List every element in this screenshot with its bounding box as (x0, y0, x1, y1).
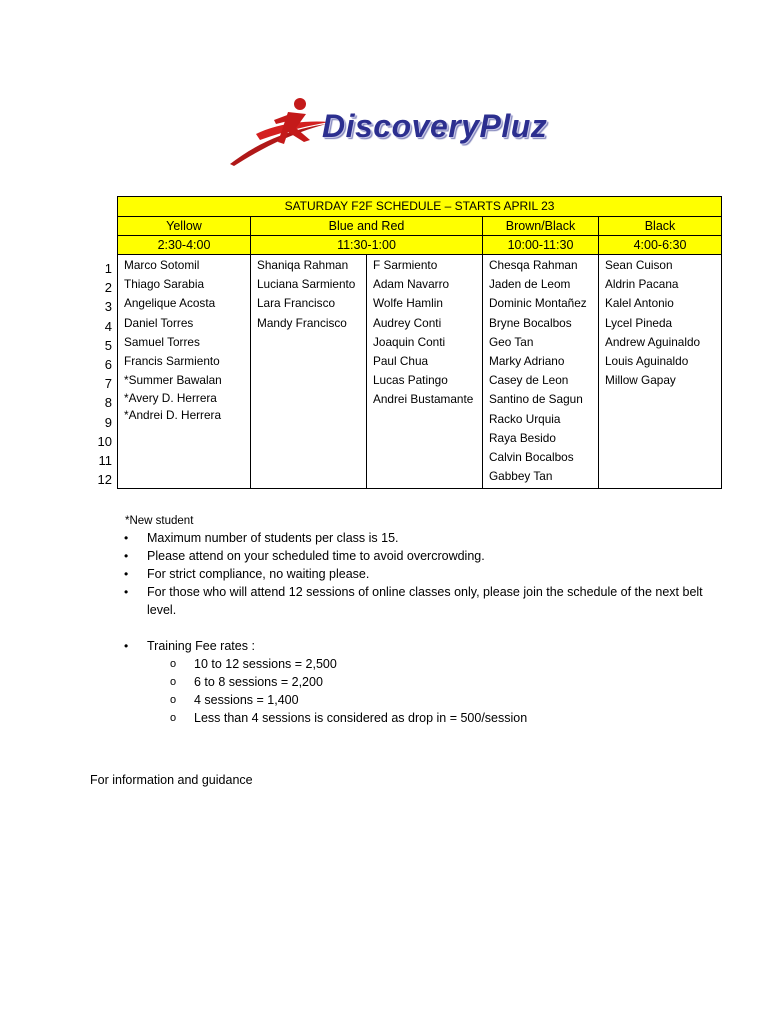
student-name: Lycel Pineda (605, 315, 673, 330)
student-name: Luciana Sarmiento (257, 277, 356, 292)
student-name: Audrey Conti (373, 315, 442, 330)
rule-text: Maximum number of students per class is 15. (147, 531, 399, 545)
student-name: Bryne Bocalbos (489, 315, 572, 330)
student-name: Adam Navarro (373, 277, 450, 292)
rules-list (124, 529, 724, 619)
bullet-icon: • (124, 531, 129, 545)
black-student-list (599, 255, 722, 489)
row-number: 2 (104, 280, 112, 296)
student-name: Shaniqa Rahman (257, 258, 349, 272)
student-name: Aldrin Pacana (605, 277, 679, 292)
student-name: Lucas Patingo (373, 373, 448, 388)
discoverypluz-logo (226, 94, 556, 168)
fee-item (124, 673, 724, 691)
student-name: *Andrei D. Herrera (124, 408, 222, 423)
fee-title-item (124, 637, 724, 655)
student-name: *Summer Bawalan (124, 373, 222, 388)
sub-bullet-icon: o (170, 676, 177, 688)
group-brown-black-name: Brown/Black (483, 217, 599, 236)
student-name: Andrei Bustamante (373, 392, 474, 407)
rule-text: For strict compliance, no waiting please. (147, 567, 370, 581)
bullet-icon: • (124, 567, 129, 581)
student-name: Thiago Sarabia (124, 277, 205, 292)
student-name: Marky Adriano (489, 353, 565, 368)
student-name: Casey de Leon (489, 373, 569, 388)
rule-text: Please attend on your scheduled time to avoid overcrowding. (147, 549, 485, 563)
bullet-icon: • (124, 585, 129, 599)
rule-item (124, 529, 724, 547)
group-yellow-name: Yellow (118, 217, 251, 236)
student-name: Andrew Aguinaldo (605, 334, 701, 349)
student-name: Gabbey Tan (489, 469, 553, 484)
student-name: Chesqa Rahman (489, 258, 578, 272)
fee-item (124, 691, 724, 709)
fee-text: Less than 4 sessions is considered as drop in = 500/session (194, 711, 528, 725)
fee-text: 6 to 8 sessions = 2,200 (194, 675, 323, 689)
sub-bullet-icon: o (170, 694, 177, 706)
student-name: Wolfe Hamlin (373, 296, 443, 311)
student-name: Samuel Torres (124, 334, 200, 349)
student-name: *Avery D. Herrera (124, 390, 217, 405)
fee-title: Training Fee rates : (147, 639, 255, 653)
schedule-table (117, 196, 722, 489)
fee-text: 10 to 12 sessions = 2,500 (194, 657, 337, 671)
student-name: Raya Besido (489, 430, 556, 445)
bullet-icon: • (124, 639, 129, 653)
fee-text: 4 sessions = 1,400 (194, 693, 299, 707)
blue-red-student-list-b (367, 255, 483, 489)
student-name: Kalel Antonio (605, 296, 674, 311)
student-name: Francis Sarmiento (124, 353, 220, 368)
fee-item (124, 655, 724, 673)
group-yellow-time: 2:30-4:00 (118, 236, 251, 255)
row-number: 4 (104, 318, 112, 334)
footer-text: For information and guidance (90, 773, 253, 787)
student-name: Louis Aguinaldo (605, 353, 689, 368)
student-name: Dominic Montañez (489, 296, 587, 311)
row-number: 9 (104, 414, 112, 430)
student-name: Angelique Acosta (124, 296, 216, 311)
student-name: Sean Cuison (605, 258, 673, 272)
student-name: Mandy Francisco (257, 315, 347, 330)
student-name: Santino de Sagun (489, 392, 583, 407)
student-name: Paul Chua (373, 353, 429, 368)
schedule-title: SATURDAY F2F SCHEDULE – STARTS APRIL 23 (118, 197, 722, 217)
student-name: Marco Sotomil (124, 258, 200, 272)
student-name: Daniel Torres (124, 315, 194, 330)
row-number: 6 (104, 356, 112, 372)
logo-wordmark: DiscoveryPluz (322, 108, 548, 144)
row-number: 3 (104, 299, 112, 315)
row-number-column (84, 261, 112, 491)
yellow-student-list (118, 255, 251, 489)
row-number: 7 (104, 376, 112, 392)
group-black-name: Black (599, 217, 722, 236)
student-name: Jaden de Leom (489, 277, 571, 292)
group-brown-black-time: 10:00-11:30 (483, 236, 599, 255)
row-number: 10 (97, 433, 112, 449)
student-name: Racko Urquia (489, 411, 561, 426)
bullet-icon: • (124, 549, 129, 563)
rule-item (124, 547, 724, 565)
student-name: Geo Tan (489, 334, 534, 349)
student-name: Lara Francisco (257, 296, 336, 311)
sub-bullet-icon: o (170, 712, 177, 724)
row-number: 5 (104, 337, 112, 353)
fee-section (124, 637, 724, 727)
blue-red-student-list-a (251, 255, 367, 489)
rule-item (124, 565, 724, 583)
rule-item (124, 583, 724, 619)
student-name: Calvin Bocalbos (489, 449, 574, 464)
sub-bullet-icon: o (170, 658, 177, 670)
student-name: F Sarmiento (373, 258, 438, 272)
row-number: 1 (104, 261, 112, 276)
fee-item (124, 709, 724, 727)
group-blue-red-time: 11:30-1:00 (251, 236, 483, 255)
new-student-note: *New student (125, 515, 194, 527)
group-blue-red-name: Blue and Red (251, 217, 483, 236)
group-black-time: 4:00-6:30 (599, 236, 722, 255)
row-number: 12 (97, 472, 112, 488)
brown-black-student-list (483, 255, 599, 489)
rule-text: For those who will attend 12 sessions of online classes only, please join the schedule of the next belt level. (147, 585, 703, 617)
row-number: 11 (98, 452, 112, 468)
student-name: Joaquin Conti (373, 334, 446, 349)
student-name: Millow Gapay (605, 373, 676, 388)
runner-swoosh-icon (226, 94, 336, 168)
row-number: 8 (104, 395, 112, 411)
